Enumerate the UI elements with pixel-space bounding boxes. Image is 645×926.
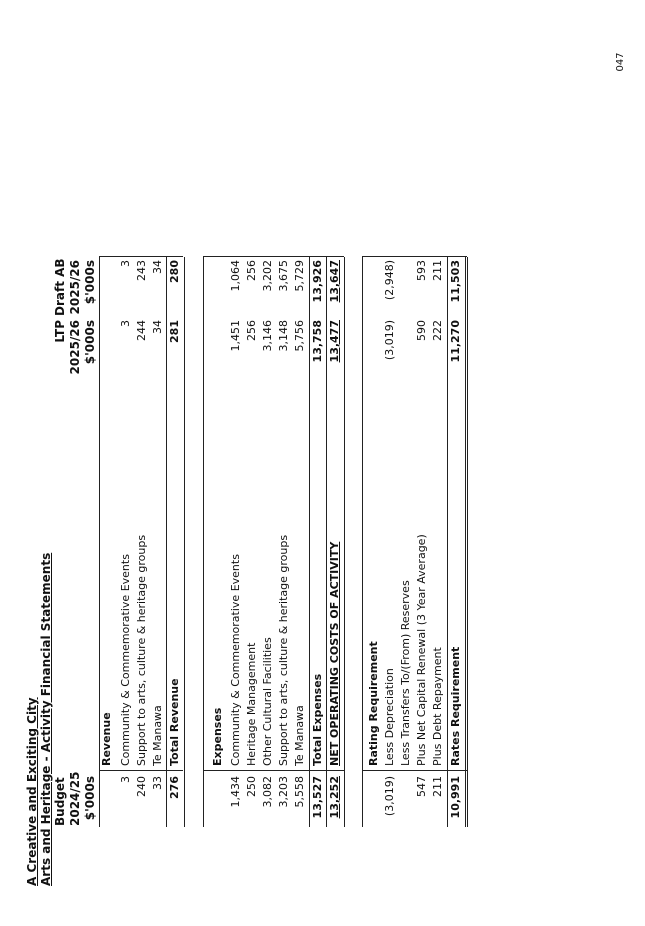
total-expenses-draft: 13,926 — [311, 260, 324, 303]
header-ltp-label: LTP — [53, 320, 67, 343]
net-cost-draft: 13,647 — [328, 260, 341, 303]
net-cost-budget: 13,252 — [328, 776, 341, 819]
header-budget-year: 2024/25 — [68, 771, 82, 826]
header-draft-year: 2025/26 — [68, 260, 82, 315]
total-revenue-ltp: 281 — [168, 320, 181, 343]
total-revenue-draft: 280 — [168, 260, 181, 283]
header-ltp-year: 2025/26 — [68, 320, 82, 375]
page-subtitle: Arts and Heritage - Activity Financial Statements — [39, 552, 53, 886]
total-expenses-budget: 13,527 — [311, 776, 324, 819]
total-revenue-budget: 276 — [168, 776, 181, 799]
header-budget-label: Budget — [53, 777, 67, 826]
header-draft-label: Draft AB — [53, 258, 67, 316]
section-heading-rating: Rating Requirement — [367, 641, 380, 766]
total-revenue-label: Total Revenue — [168, 678, 181, 766]
page-title: A Creative and Exciting City — [25, 697, 39, 886]
net-cost-label: NET OPERATING COSTS OF ACTIVITY — [328, 541, 341, 766]
financial-statement-table: A Creative and Exciting City Arts and Heritage - Activity Financial Statements Budget 2024/25 $'000s LTP 2025/26 $'000s Draft AB 2025/26 $'000s Revenue 3 Community & Commemorative Events 3 3 240 Support to arts, culture & heritage groups 244 243 33 Te Manawa 34 34 276 Total Revenue 281 280 Expenses 1,434 Community & Commemorative Events 1,451 1,064 250 Heritage Management 256 256 3,082 Other Cultural Facilities 3,146 3,202 3,203 Support to arts, culture & heritage groups 3,148 3,675 5,558 Te Manawa 5,756 5,729 13,527 Total Expenses 13,758 13,926 13,252 NET OPERATING COSTS OF ACTIVITY 13,477 13,647 Rating Requirement (3,019) Less Depreciation (3,019) (2,948) Less Transfers To/(From) Reserves 547 Plus Net Capital Renewal (3 Year Average) 590 593 211 Plus Debt Repayment 222 211 10,991 Rates Requirement 11,270 11,503 — [0, 0, 645, 926]
section-heading-revenue: Revenue — [100, 712, 113, 766]
rates-requirement-ltp: 11,270 — [449, 320, 462, 363]
section-heading-expenses: Expenses — [211, 707, 224, 766]
header-budget-unit: $'000s — [83, 776, 97, 821]
rates-requirement-label: Rates Requirement — [449, 646, 462, 766]
header-ltp-unit: $'000s — [83, 320, 97, 365]
net-cost-ltp: 13,477 — [328, 320, 341, 363]
page-number: 047 — [615, 52, 626, 72]
total-expenses-ltp: 13,758 — [311, 320, 324, 363]
header-draft-unit: $'000s — [83, 260, 97, 305]
rates-requirement-draft: 11,503 — [449, 260, 462, 303]
total-expenses-label: Total Expenses — [311, 673, 324, 766]
rates-requirement-budget: 10,991 — [449, 776, 462, 819]
